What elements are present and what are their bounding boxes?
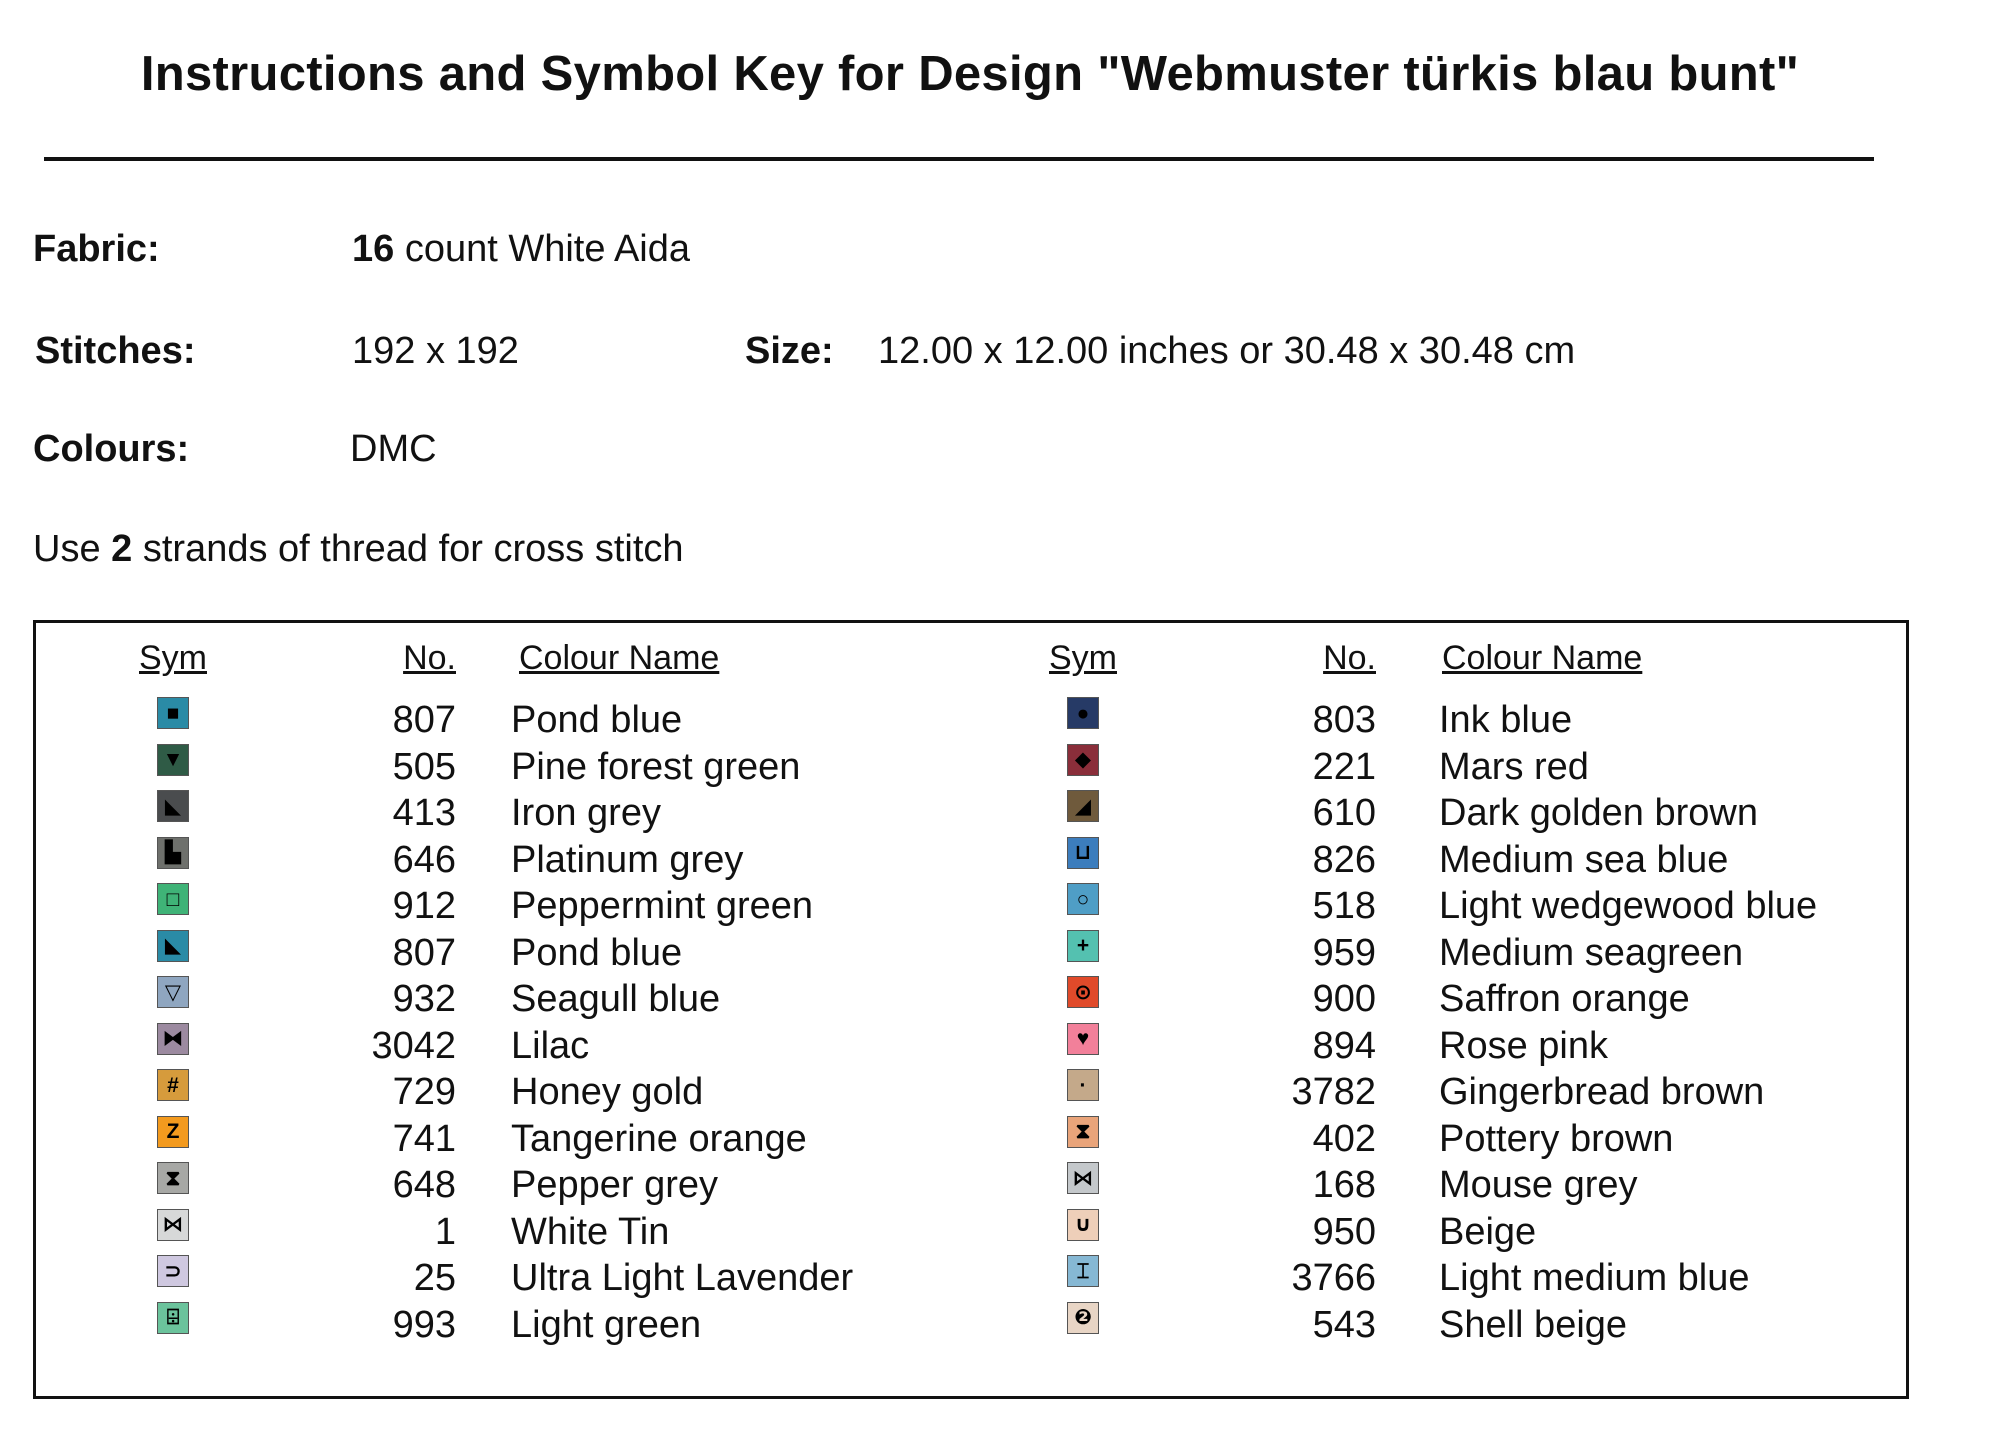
thread-number: 894 [1312, 1024, 1376, 1067]
size-label: Size: [745, 330, 834, 372]
colour-name: Ink blue [1439, 699, 1573, 741]
header-sym-left: Sym [139, 639, 207, 677]
thread-number: 648 [392, 1164, 456, 1206]
colours-value: DMC [350, 428, 437, 470]
colour-name: Honey gold [511, 1071, 704, 1113]
corner-triangle-right-icon: ◢ [1067, 790, 1099, 822]
thread-number: 168 [1312, 1164, 1376, 1206]
header-no-right: No. [1323, 639, 1376, 677]
thread-number: 729 [392, 1071, 456, 1113]
corner-triangle-icon: ◣ [157, 790, 189, 822]
thread-number: 912 [392, 885, 456, 927]
colour-name: Lilac [511, 1024, 590, 1067]
thread-number: 221 [1312, 745, 1376, 788]
hourglass-icon: ⧗ [157, 1162, 189, 1194]
circled-two-icon: ❷ [1067, 1302, 1099, 1334]
thread-number: 807 [392, 699, 456, 741]
thread-number: 993 [392, 1303, 456, 1346]
colour-name: Seagull blue [511, 978, 721, 1020]
bowtie-icon: ⧓ [157, 1023, 189, 1055]
thread-number: 3766 [1291, 1257, 1376, 1299]
colour-name: Gingerbread brown [1439, 1071, 1765, 1113]
thread-number: 413 [392, 792, 456, 834]
colour-name: Mars red [1439, 745, 1589, 788]
thread-number: 3782 [1291, 1071, 1376, 1113]
key-row [36, 786, 1906, 833]
bowtie-small-icon: ⋈ [1067, 1162, 1099, 1194]
colour-name: Light medium blue [1439, 1257, 1750, 1299]
thread-number: 610 [1312, 792, 1376, 834]
fabric-count: 16 [352, 228, 395, 270]
colour-name: Pottery brown [1439, 1117, 1674, 1160]
title-divider [44, 157, 1874, 161]
colour-name: Light wedgewood blue [1439, 885, 1818, 927]
heart-icon: ♥ [1067, 1023, 1099, 1055]
hash-icon: # [157, 1069, 189, 1101]
key-row [36, 1298, 1906, 1345]
header-no-left: No. [403, 639, 456, 677]
union-icon: ∪ [1067, 1209, 1099, 1241]
corner-triangle-outline-icon: ◣ [157, 930, 189, 962]
colour-name: Iron grey [511, 792, 661, 834]
colour-name: Medium seagreen [1439, 931, 1744, 974]
plus-icon: + [1067, 930, 1099, 962]
colour-name: Platinum grey [511, 838, 744, 881]
superset-icon: ⊃ [157, 1255, 189, 1287]
circle-filled-icon: ● [1067, 697, 1099, 729]
thread-number: 950 [1312, 1210, 1376, 1253]
thread-number: 25 [413, 1257, 456, 1299]
thread-number: 518 [1312, 885, 1376, 927]
colour-name: Ultra Light Lavender [511, 1257, 854, 1299]
strands-count: 2 [111, 528, 133, 570]
colour-name: White Tin [511, 1210, 670, 1253]
colour-name: Beige [1439, 1210, 1537, 1253]
diamond-icon: ◆ [1067, 744, 1099, 776]
thread-number: 932 [392, 978, 456, 1020]
header-sym-right: Sym [1049, 639, 1117, 677]
fabric-label: Fabric: [33, 228, 160, 270]
colour-name: Saffron orange [1439, 978, 1690, 1020]
key-row [36, 693, 1906, 740]
fabric-description: count White Aida [404, 228, 691, 270]
thread-number: 959 [1312, 931, 1376, 974]
colour-name: Light green [511, 1303, 702, 1346]
dot-icon: · [1067, 1069, 1099, 1101]
square-filled-icon: ■ [157, 697, 189, 729]
header-colour-name-right: Colour Name [1442, 639, 1643, 677]
strands-instruction [33, 528, 684, 571]
i-beam-icon: ⌶ [1067, 1255, 1099, 1287]
stitches-value: 192 x 192 [352, 330, 519, 372]
key-row [36, 926, 1906, 973]
corner-block-icon: ▙ [157, 837, 189, 869]
colour-name: Rose pink [1439, 1024, 1608, 1067]
key-row [36, 1065, 1906, 1112]
stitches-label: Stitches: [35, 330, 196, 372]
page-title: Instructions and Symbol Key for Design "Webmuster türkis blau bunt" [140, 47, 1800, 101]
colour-name: Pepper grey [511, 1164, 719, 1206]
thread-number: 505 [392, 745, 456, 788]
key-row [36, 1112, 1906, 1159]
key-row [36, 1251, 1906, 1298]
symbol-key-table [33, 620, 1909, 1399]
colour-name: Peppermint green [511, 885, 814, 927]
key-row [36, 740, 1906, 787]
colour-name: Tangerine orange [511, 1117, 807, 1160]
header-colour-name-left: Colour Name [519, 639, 720, 677]
colour-name: Mouse grey [1439, 1164, 1638, 1206]
thread-number: 826 [1312, 838, 1376, 881]
triangle-down-icon: ▼ [157, 744, 189, 776]
boxed-symbol-icon: ⌹ [157, 1302, 189, 1334]
colour-name: Dark golden brown [1439, 792, 1758, 834]
thread-number: 543 [1312, 1303, 1376, 1346]
fabric-value [352, 228, 690, 271]
key-row [36, 1019, 1906, 1066]
colour-name: Shell beige [1439, 1303, 1628, 1346]
circle-outline-icon: ○ [1067, 883, 1099, 915]
thread-number: 803 [1312, 699, 1376, 741]
thread-number: 402 [1312, 1117, 1376, 1160]
square-outline-icon: □ [157, 883, 189, 915]
colour-name: Pond blue [511, 931, 683, 974]
thread-number: 900 [1312, 978, 1376, 1020]
key-row [36, 972, 1906, 1019]
bowtie-small-icon: ⋈ [157, 1209, 189, 1241]
size-value: 12.00 x 12.00 inches or 30.48 x 30.48 cm [878, 330, 1576, 372]
key-row [36, 833, 1906, 880]
key-row [36, 1205, 1906, 1252]
key-row [36, 1158, 1906, 1205]
thread-number: 807 [392, 931, 456, 974]
colour-name: Medium sea blue [1439, 838, 1729, 881]
cup-icon: ⊔ [1067, 837, 1099, 869]
strands-suffix: strands of thread for cross stitch [142, 528, 684, 570]
thread-number: 741 [392, 1117, 456, 1160]
colours-label: Colours: [33, 428, 190, 470]
thread-number: 1 [434, 1210, 456, 1253]
strands-prefix: Use [33, 528, 101, 570]
colour-name: Pond blue [511, 699, 683, 741]
hourglass-icon: ⧗ [1067, 1116, 1099, 1148]
z-icon: Z [157, 1116, 189, 1148]
thread-number: 646 [392, 838, 456, 881]
circled-dot-icon: ⊙ [1067, 976, 1099, 1008]
colour-name: Pine forest green [511, 745, 801, 788]
key-row [36, 879, 1906, 926]
triangle-down-outline-icon: ▽ [157, 976, 189, 1008]
thread-number: 3042 [371, 1024, 456, 1067]
